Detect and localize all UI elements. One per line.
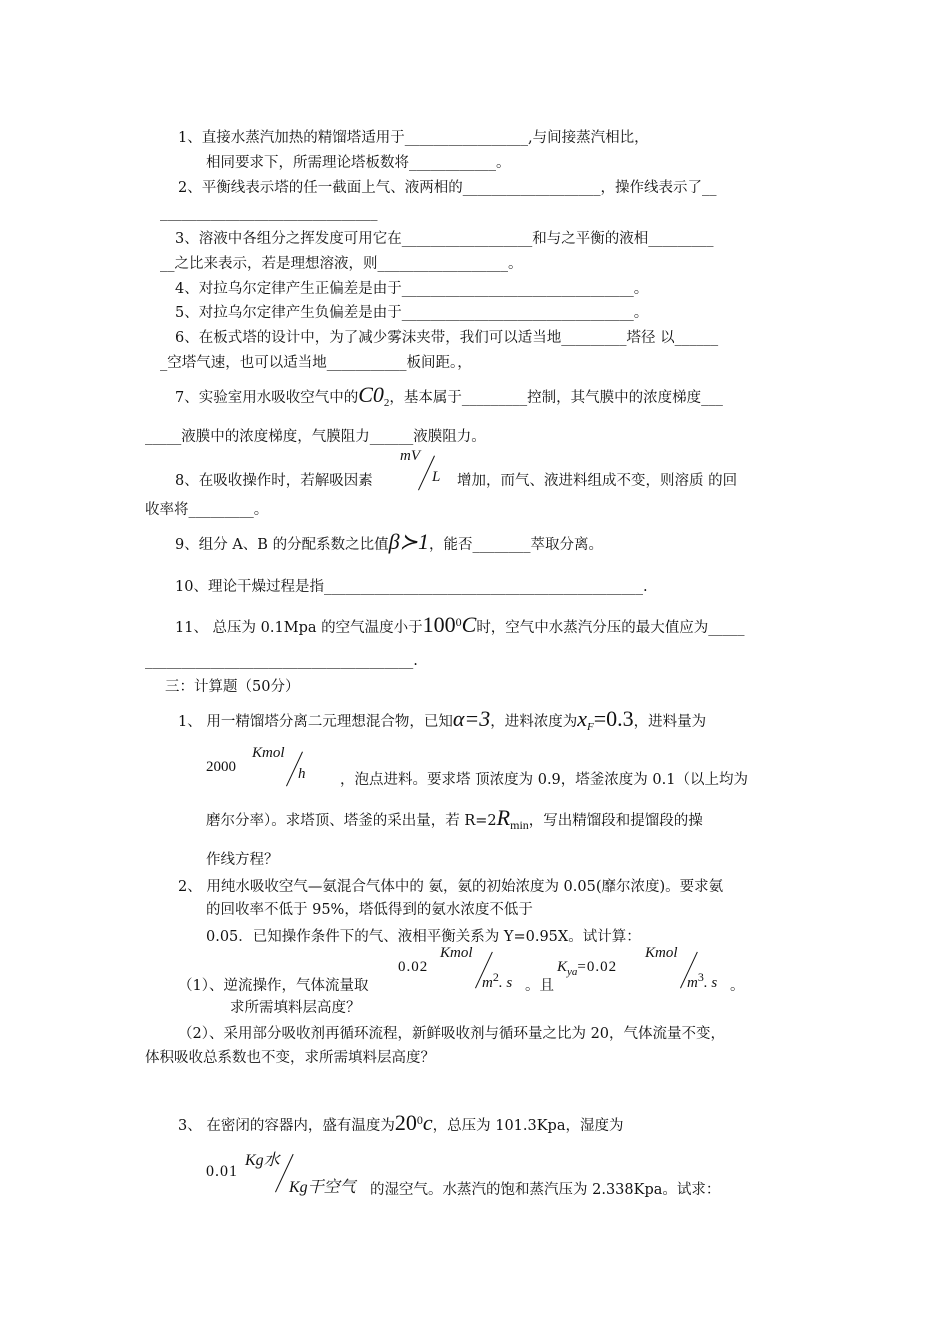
question-7-line-1 [175,382,723,413]
problem-1-line-2: ，泡点进料。要求塔 顶浓度为 0.9，塔釜浓度为 0.1（以上均为 [340,772,748,788]
kya-unit-m: m [687,975,698,991]
problem-1-post: ，进料量为 [633,714,707,730]
co2-subscript: 2 [383,396,390,409]
question-6-line-1: 6、在板式塔的设计中，为了减少雾沫夹带，我们可以适当地_________塔径 以______ [175,330,719,346]
feed-rate-unit-denominator: h [298,766,306,782]
feed-x: x [577,706,588,731]
kya-unit-s: . s [703,975,718,991]
gas-flow-unit-s: . s [498,975,513,991]
problem-1-line-3-post: ，写出精馏段和提馏段的操 [528,813,703,829]
problem-1-line-3-pre: 磨尔分率）。求塔顶、塔釜的采出量，若 R=2 [206,813,497,829]
question-10: 10、理论干燥过程是指____________________________________________. [175,579,648,595]
humidity-unit-numerator: Kg水 [245,1152,280,1169]
problem-2-and: 。且 [525,978,554,994]
problem-1-line-4: 作线方程？ [206,852,279,868]
alpha-value: α=3 [452,706,491,731]
question-3-line-1: 3、溶液中各组分之挥发度可用它在__________________和与之平衡的液相_________ [175,231,714,247]
q8-fraction-numerator: mV [400,448,420,464]
question-9 [175,529,603,555]
problem-3-pre: 3、 在密闭的容器内，盛有温度为 [178,1117,395,1134]
q8-fraction-denominator: L [432,469,441,485]
feed-x-subscript: F [587,720,594,733]
question-6-line-2: _空塔气速，也可以适当地___________板间距。， [160,355,472,371]
question-1-line-1: 1、直接水蒸汽加热的精馏塔适用于_________________,与间接蒸汽相比， [178,130,649,146]
problem-1-mid: ，进料浓度为 [490,714,578,730]
question-7-text-post: ，基本属于_________控制，其气膜中的浓度梯度___ [389,390,723,406]
question-11-line-2: _____________________________________. [145,653,418,669]
question-5: 5、对拉乌尔定律产生负偏差是由于________________________________。 [175,305,649,321]
question-2-line-2: ______________________________ [160,205,378,221]
temp-20: 20 [394,1109,417,1135]
question-8-line-1-post: 增加，而气、液进料组成不变，则溶质 的回 [457,473,738,489]
problem-3-post: ，总压为 101.3Kpa，湿度为 [432,1117,624,1134]
humidity-unit-denominator: Kg干空气 [289,1179,356,1196]
temp-unit-c: c [422,1109,433,1135]
question-9-pre: 9、组分 A、B 的分配系数之比值 [175,537,389,553]
temperature-value: 100 [422,611,456,637]
problem-2-end-mark: 。 [730,978,745,994]
question-11-line-1 [175,612,745,638]
kya-expression [557,957,617,982]
problem-2-part-2-line-1: （2）、采用部分吸收剂再循环流程，新鲜吸收剂与循环量之比为 20，气体流量不变， [178,1026,726,1042]
question-11-post: 时，空气中水蒸汽分压的最大值应为_____ [476,619,745,636]
reflux-R-subscript: min [510,817,529,832]
kya-subscript: ya [567,965,578,978]
problem-2-part-1-question: 求所需填料层高度？ [230,1000,361,1016]
question-3-line-2: __之比来表示，若是理想溶液，则__________________。 [160,256,523,272]
question-4: 4、对拉乌尔定律产生正偏差是由于________________________________。 [175,281,649,297]
temperature-unit: C [461,611,477,637]
problem-2-line-3: 0.05．已知操作条件下的气、液相平衡关系为 Y=0.95X。试计算： [206,929,641,945]
problem-3-line-2: 的湿空气。水蒸汽的饱和蒸汽压为 2.338Kpa。试求： [370,1182,721,1198]
gas-flow-unit-numerator: Kmol [440,945,473,961]
temp-degree: 0 [416,1113,423,1127]
kya-unit-denominator [687,970,717,992]
kya-value: =0.02 [577,959,618,975]
gas-flow-unit-m: m [482,975,493,991]
humidity-value: 0.01 [206,1163,238,1180]
gas-flow-unit-m-exp: 2 [492,970,499,984]
feed-rate-unit-numerator: Kmol [252,745,285,761]
question-8-line-2: 收率将_________。 [145,502,269,518]
kya-unit-m-exp: 3 [697,970,704,984]
feed-rate-value: 2000 [206,759,236,775]
question-7-text-pre: 7、实验室用水吸收空气中的 [175,390,359,406]
problem-2-line-1: 2、 用纯水吸收空气—氨混合气体中的 氨，氨的初始浓度为 0.05(靡尔浓度)。要求氨 [178,879,724,895]
question-8-line-1-pre: 8、在吸收操作时，若解吸因素 [175,473,373,489]
kya-K: K [557,959,568,975]
question-9-post: ，能否________萃取分离。 [428,537,603,553]
kya-unit-numerator: Kmol [645,945,678,961]
co2-formula: C0 [358,382,384,407]
problem-1-line-3 [206,805,703,835]
gas-flow-unit-denominator [482,970,512,992]
gas-flow-value: 0.02 [398,959,429,975]
problem-2-part-2-line-2: 体积吸收总系数也不变，求所需填料层高度？ [145,1050,435,1066]
feed-x-value: =0.3 [593,706,634,731]
problem-3-line-1 [178,1110,624,1136]
problem-1-pre: 1、 用一精馏塔分离二元理想混合物，已知 [178,714,453,730]
beta-condition: β≻1 [388,529,429,554]
question-7-line-2: _____液膜中的浓度梯度，气膜阻力______液膜阻力。 [145,429,486,445]
reflux-R: R [496,805,511,830]
temperature-degree: 0 [455,615,462,629]
problem-1-line-1 [178,706,707,737]
question-11-pre: 11、 总压为 0.1Mpa 的空气温度小于 [175,619,423,636]
section-heading-calculation: 三：计算题（50分） [165,679,300,695]
problem-2-line-2: 的回收率不低于 95%，塔低得到的氨水浓度不低于 [206,902,533,918]
problem-2-part-1: （1）、逆流操作，气体流量取 [178,978,369,994]
question-1-line-2: 相同要求下，所需理论塔板数将____________。 [206,155,511,171]
question-2-line-1: 2、平衡线表示塔的任一截面上气、液两相的___________________，操作线表示了__ [178,180,717,196]
